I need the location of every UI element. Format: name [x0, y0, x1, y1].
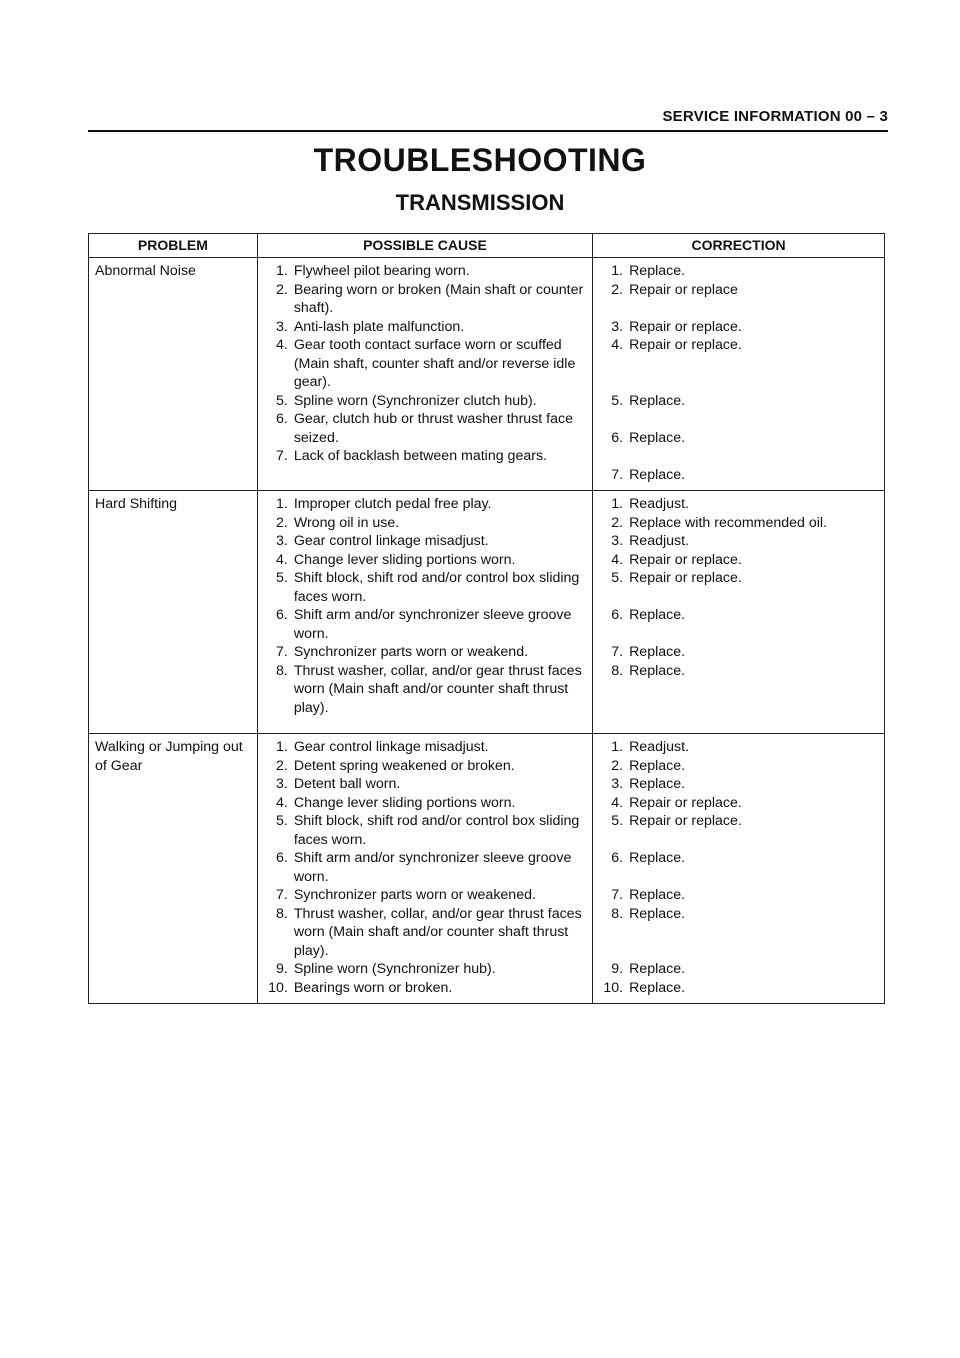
- correction-number: 5.: [611, 570, 624, 586]
- cause-item: [264, 551, 586, 570]
- cause-number: 7.: [275, 887, 288, 903]
- cause-number: 6.: [275, 411, 288, 427]
- correction-text: Replace.: [629, 776, 686, 792]
- correction-list: [599, 738, 878, 997]
- correction-item: [599, 905, 878, 924]
- cause-text: Thrust washer, collar, and/or gear thrust faces worn (Main shaft and/or counter shaft thrust play).: [293, 662, 582, 716]
- cause-list: [264, 262, 586, 466]
- correction-text: Replace.: [629, 644, 686, 660]
- correction-item: [599, 643, 878, 662]
- cause-number: 5.: [275, 813, 288, 829]
- cause-number: 8.: [275, 662, 288, 679]
- correction-item: [599, 336, 878, 355]
- problem-label: Walking or Jumping out of Gear: [95, 739, 243, 774]
- correction-number: 6.: [611, 429, 624, 446]
- cause-text: Gear control linkage misadjust.: [293, 533, 489, 549]
- possible-cause-cell: [257, 734, 592, 1004]
- correction-item: [599, 532, 878, 551]
- correction-item: [599, 281, 878, 300]
- cause-text: Synchronizer parts worn or weakend.: [293, 644, 529, 660]
- cause-item: [264, 392, 586, 411]
- cause-number: 4.: [275, 337, 288, 353]
- correction-text: Readjust.: [629, 496, 689, 512]
- correction-item: [599, 886, 878, 905]
- problem-cell: [89, 258, 258, 491]
- correction-number: 1.: [611, 496, 624, 512]
- cause-number: 3.: [275, 318, 288, 335]
- cause-text: Gear tooth contact surface worn or scuffed (Main shaft, counter shaft and/or reverse idle gear).: [293, 337, 576, 390]
- cause-number: 6.: [275, 850, 288, 866]
- cause-text: Detent spring weakened or broken.: [293, 757, 515, 774]
- cause-number: 9.: [275, 961, 288, 977]
- cause-number: 6.: [275, 607, 288, 623]
- correction-text: Replace.: [629, 905, 686, 922]
- cause-item: [264, 794, 586, 813]
- cause-number: 2.: [275, 757, 288, 774]
- cause-number: 5.: [275, 392, 288, 409]
- correction-number: 4.: [611, 337, 624, 353]
- cause-text: Shift block, shift rod and/or control box sliding faces worn.: [293, 570, 580, 605]
- cause-text: Spline worn (Synchronizer hub).: [293, 961, 496, 977]
- correction-text: Replace.: [629, 961, 686, 977]
- cause-text: Spline worn (Synchronizer clutch hub).: [293, 392, 537, 409]
- correction-text: Replace.: [629, 466, 686, 483]
- correction-item: [599, 606, 878, 625]
- correction-item: [599, 757, 878, 776]
- correction-number: 4.: [611, 551, 624, 568]
- cause-item: [264, 757, 586, 776]
- cause-number: 5.: [275, 570, 288, 586]
- problem-label: Hard Shifting: [95, 496, 178, 512]
- table-header-row: [89, 234, 885, 258]
- troubleshooting-table: [88, 233, 885, 1004]
- correction-text: Replace.: [629, 607, 686, 623]
- correction-text: Repair or replace.: [629, 794, 742, 811]
- correction-list: [599, 495, 878, 680]
- cause-item: [264, 775, 586, 794]
- cause-number: 3.: [275, 776, 288, 792]
- cause-item: [264, 960, 586, 979]
- table-row: [89, 258, 885, 491]
- correction-text: Repair or replace.: [629, 337, 742, 353]
- correction-item: [599, 466, 878, 485]
- cause-text: Gear, clutch hub or thrust washer thrust face seized.: [293, 411, 573, 446]
- correction-number: 7.: [611, 887, 624, 903]
- correction-number: 5.: [611, 392, 624, 409]
- correction-number: 6.: [611, 850, 624, 866]
- cause-item: [264, 514, 586, 533]
- correction-list: [599, 262, 878, 484]
- cause-number: 8.: [275, 905, 288, 922]
- cause-number: 2.: [275, 281, 288, 298]
- cause-number: 3.: [275, 533, 288, 549]
- cause-number: 1.: [275, 496, 288, 512]
- cause-list: [264, 738, 586, 997]
- correction-item: [599, 960, 878, 979]
- cause-number: 2.: [275, 514, 288, 531]
- correction-item: [599, 392, 878, 411]
- cause-item: [264, 662, 586, 718]
- column-header-problem: PROBLEM: [89, 234, 258, 258]
- cause-text: Bearing worn or broken (Main shaft or counter shaft).: [293, 281, 584, 316]
- cause-text: Change lever sliding portions worn.: [293, 551, 516, 568]
- cause-text: Shift arm and/or synchronizer sleeve groove worn.: [293, 607, 572, 642]
- cause-text: Lack of backlash between mating gears.: [293, 448, 547, 464]
- correction-item: [599, 551, 878, 570]
- cause-text: Shift arm and/or synchronizer sleeve groove worn.: [293, 850, 572, 885]
- correction-number: 2.: [611, 757, 624, 774]
- problem-cell: [89, 734, 258, 1004]
- page-header: [88, 106, 888, 132]
- table-body: [89, 258, 885, 1004]
- correction-cell: [593, 734, 885, 1004]
- cause-text: Gear control linkage misadjust.: [293, 739, 489, 755]
- correction-number: 3.: [611, 318, 624, 335]
- cause-item: [264, 532, 586, 551]
- correction-text: Readjust.: [629, 739, 689, 755]
- correction-number: 4.: [611, 794, 624, 811]
- cause-text: Anti-lash plate malfunction.: [293, 318, 465, 335]
- correction-text: Replace with recommended oil.: [629, 514, 827, 531]
- cause-item: [264, 849, 586, 886]
- column-header-possible-cause: POSSIBLE CAUSE: [257, 234, 592, 258]
- cause-item: [264, 281, 586, 318]
- page-subtitle: TRANSMISSION: [395, 190, 565, 215]
- cause-item: [264, 738, 586, 757]
- correction-text: Repair or replace.: [629, 570, 742, 586]
- correction-item: [599, 794, 878, 813]
- correction-text: Replace.: [629, 662, 686, 679]
- cause-text: Change lever sliding portions worn.: [293, 794, 516, 811]
- correction-item: [599, 738, 878, 757]
- correction-item: [599, 662, 878, 681]
- correction-cell: [593, 258, 885, 491]
- correction-item: [599, 849, 878, 868]
- cause-text: Shift block, shift rod and/or control box sliding faces worn.: [293, 813, 580, 848]
- correction-item: [599, 812, 878, 831]
- correction-number: 1.: [611, 739, 624, 755]
- cause-item: [264, 447, 586, 466]
- correction-text: Replace.: [629, 429, 686, 446]
- cause-number: 4.: [275, 551, 288, 568]
- correction-text: Replace.: [629, 850, 686, 866]
- correction-number: 10.: [603, 979, 624, 996]
- correction-number: 8.: [611, 905, 624, 922]
- cause-text: Synchronizer parts worn or weakened.: [293, 887, 536, 903]
- cause-number: 10.: [268, 979, 288, 996]
- cause-text: Wrong oil in use.: [293, 514, 400, 531]
- problem-cell: [89, 491, 258, 734]
- correction-number: 2.: [611, 281, 624, 298]
- cause-item: [264, 812, 586, 849]
- correction-number: 7.: [611, 466, 624, 483]
- correction-item: [599, 262, 878, 281]
- cause-item: [264, 979, 586, 998]
- correction-text: Repair or replace.: [629, 318, 742, 335]
- correction-number: 9.: [611, 961, 624, 977]
- cause-item: [264, 905, 586, 961]
- correction-text: Repair or replace.: [629, 551, 742, 568]
- cause-item: [264, 410, 586, 447]
- correction-number: 3.: [611, 776, 624, 792]
- correction-item: [599, 429, 878, 448]
- correction-text: Repair or replace.: [629, 813, 742, 829]
- cause-number: 1.: [275, 739, 288, 755]
- cause-number: 4.: [275, 794, 288, 811]
- cause-text: Flywheel pilot bearing worn.: [293, 263, 470, 279]
- correction-text: Replace.: [629, 263, 686, 279]
- cause-number: 1.: [275, 263, 288, 279]
- cause-item: [264, 569, 586, 606]
- correction-text: Readjust.: [629, 533, 689, 549]
- section-label: SERVICE INFORMATION 00 – 3: [662, 108, 888, 125]
- cause-number: 7.: [275, 448, 288, 464]
- table-row: [89, 734, 885, 1004]
- cause-text: Bearings worn or broken.: [293, 979, 453, 996]
- cause-item: [264, 606, 586, 643]
- correction-item: [599, 318, 878, 337]
- correction-item: [599, 495, 878, 514]
- column-header-correction: CORRECTION: [593, 234, 885, 258]
- correction-item: [599, 569, 878, 588]
- cause-text: Detent ball worn.: [293, 776, 401, 792]
- correction-text: Replace.: [629, 757, 686, 774]
- correction-text: Replace.: [629, 392, 686, 409]
- page-title: TROUBLESHOOTING: [313, 142, 647, 178]
- possible-cause-cell: [257, 491, 592, 734]
- correction-number: 1.: [611, 263, 624, 279]
- correction-item: [599, 775, 878, 794]
- table-row: [89, 491, 885, 734]
- correction-text: Replace.: [629, 887, 686, 903]
- correction-number: 2.: [611, 514, 624, 531]
- cause-item: [264, 886, 586, 905]
- problem-label: Abnormal Noise: [95, 263, 196, 279]
- correction-number: 8.: [611, 662, 624, 679]
- correction-cell: [593, 491, 885, 734]
- cause-text: Improper clutch pedal free play.: [293, 496, 492, 512]
- correction-number: 5.: [611, 813, 624, 829]
- cause-item: [264, 336, 586, 392]
- correction-item: [599, 979, 878, 998]
- cause-item: [264, 318, 586, 337]
- cause-item: [264, 495, 586, 514]
- cause-list: [264, 495, 586, 717]
- correction-number: 7.: [611, 644, 624, 660]
- cause-item: [264, 643, 586, 662]
- correction-number: 6.: [611, 607, 624, 623]
- correction-item: [599, 514, 878, 533]
- cause-number: 7.: [275, 644, 288, 660]
- correction-text: Repair or replace: [629, 281, 738, 298]
- correction-number: 3.: [611, 533, 624, 549]
- possible-cause-cell: [257, 258, 592, 491]
- correction-text: Replace.: [629, 979, 686, 996]
- cause-text: Thrust washer, collar, and/or gear thrust faces worn (Main shaft and/or counter shaft thrust play).: [293, 905, 582, 959]
- cause-item: [264, 262, 586, 281]
